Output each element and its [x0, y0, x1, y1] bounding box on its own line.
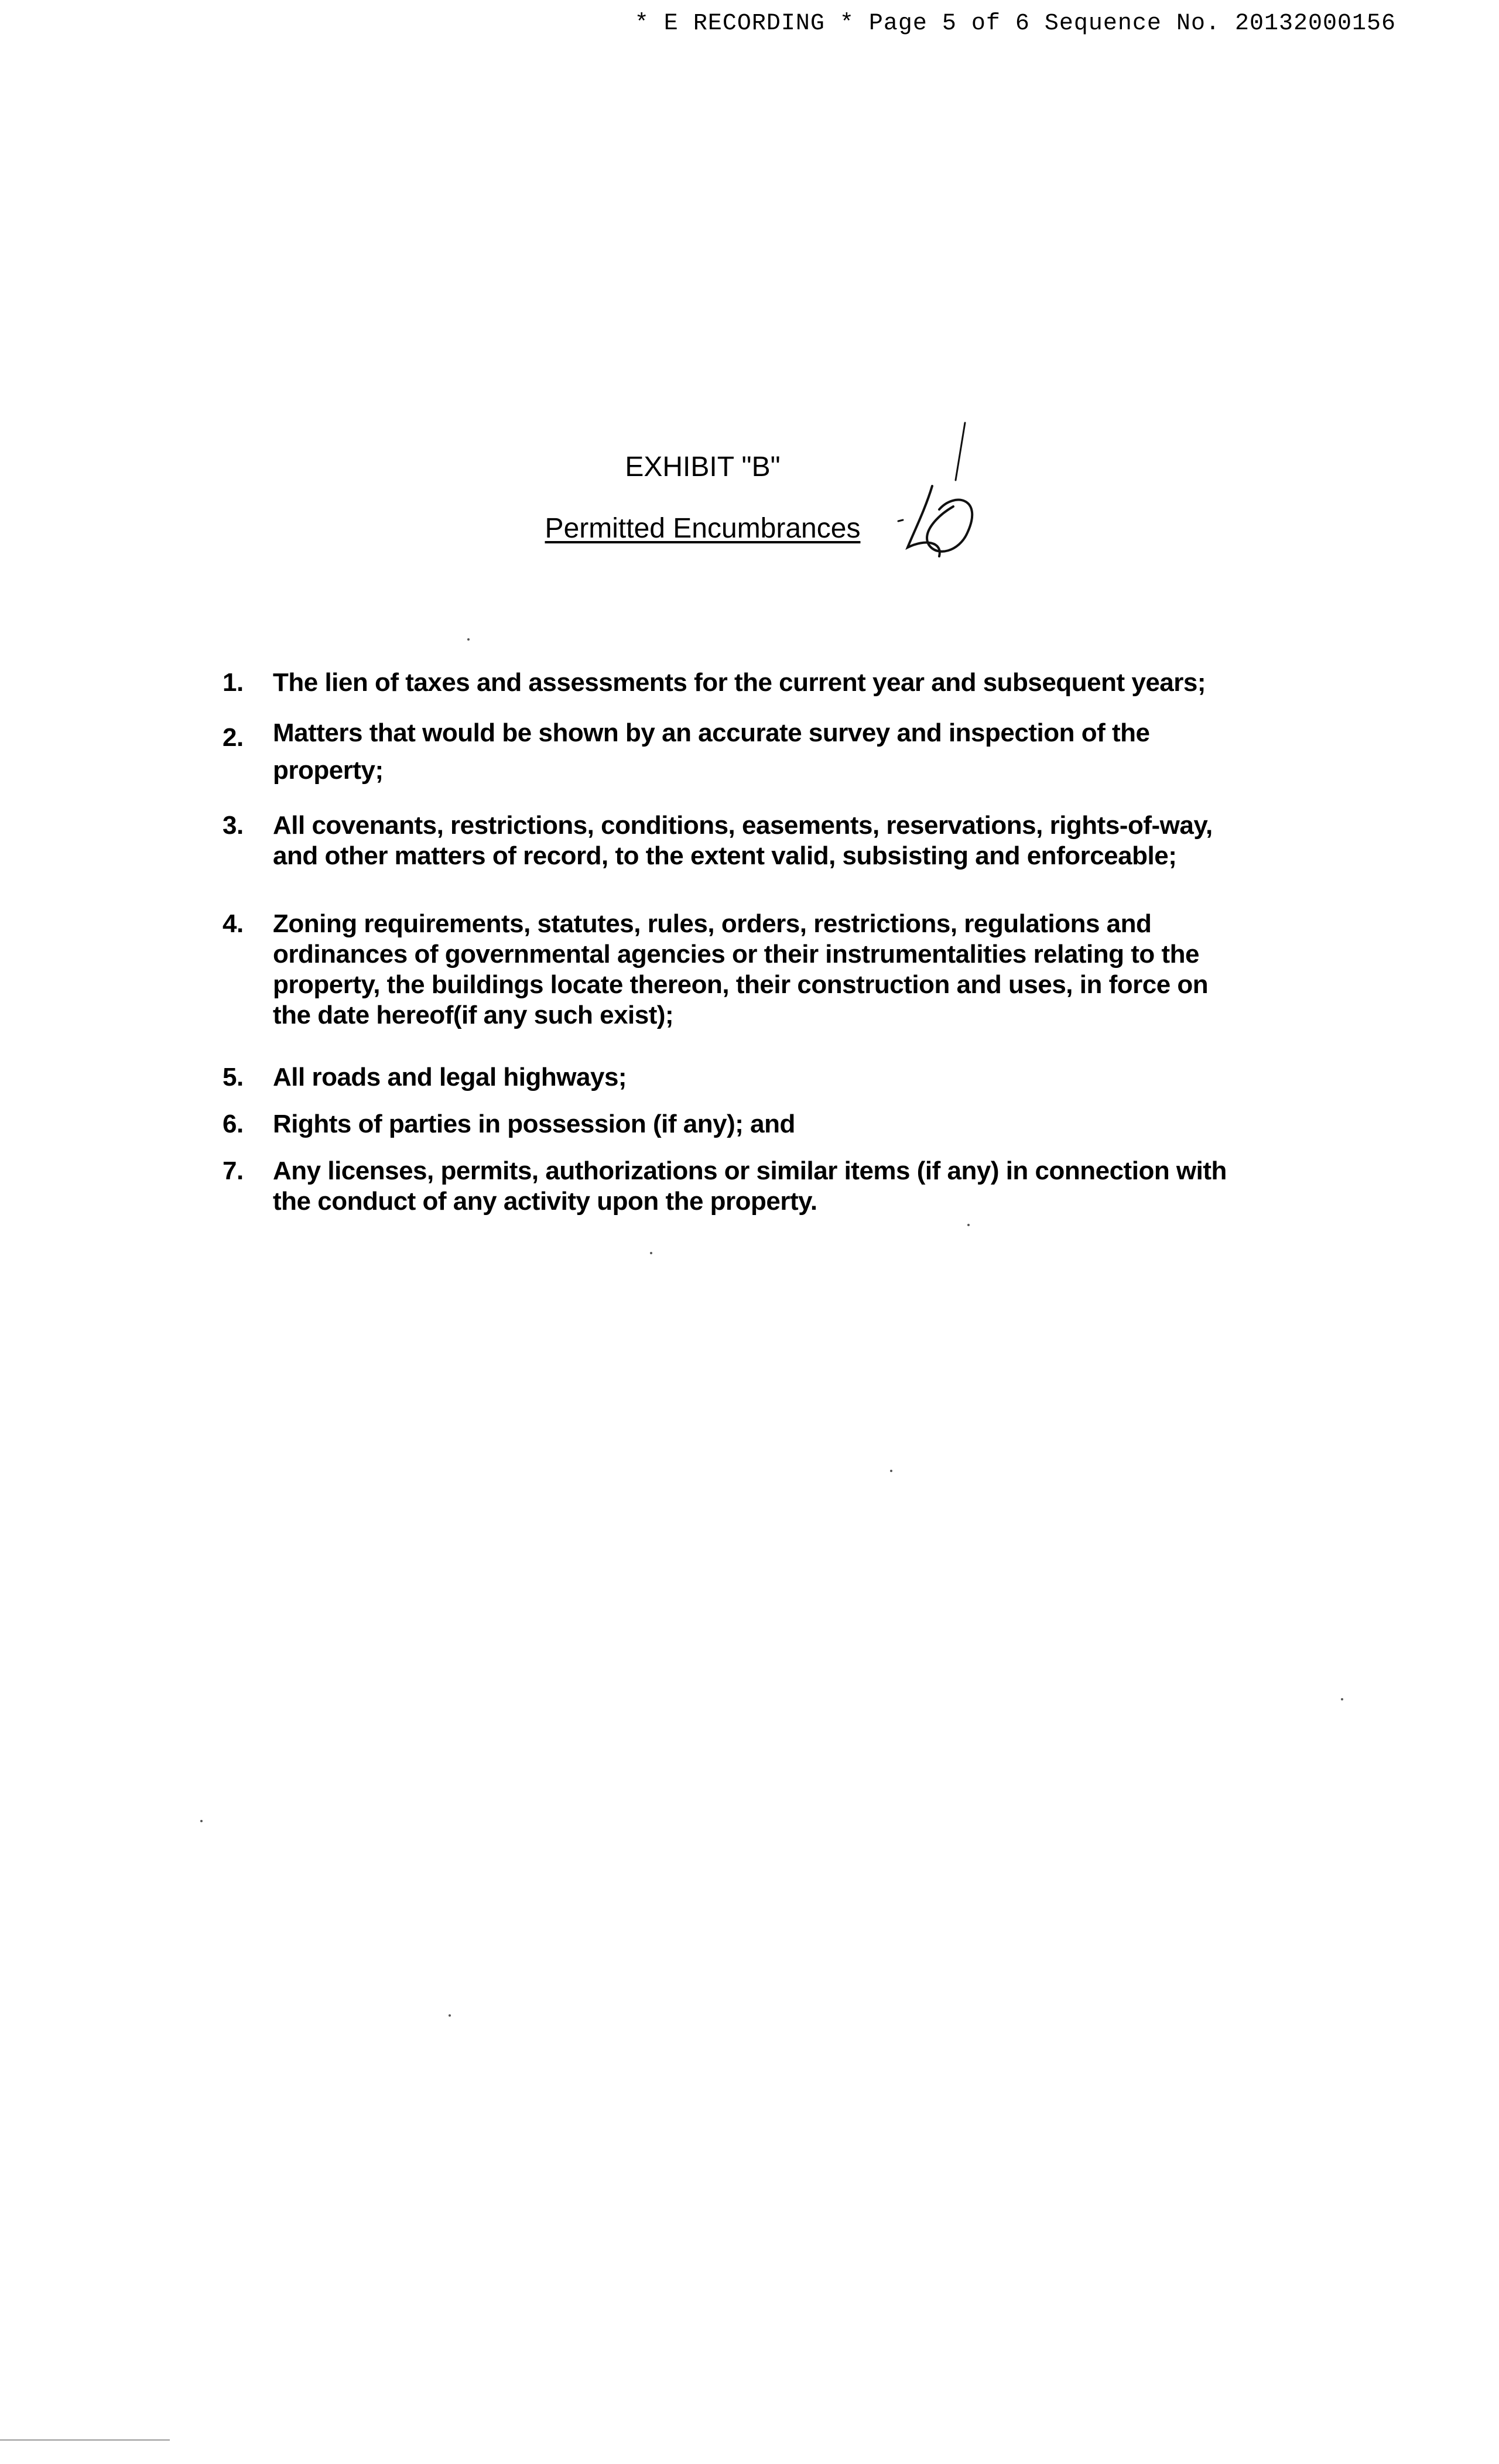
scan-speck — [1341, 1698, 1343, 1700]
scan-speck — [449, 2014, 451, 2017]
item-text: All covenants, restrictions, conditions, easements, reservations, rights-of-way, and other matters of record, to the extent valid, subsisting and enforceable; — [273, 811, 1213, 870]
item-text: Matters that would be shown by an accurate survey and inspection of the property; — [273, 718, 1150, 785]
list-item — [223, 1156, 1230, 1217]
item-number: 5. — [223, 1063, 244, 1091]
handwritten-initials — [890, 422, 984, 562]
list-item — [223, 668, 1230, 698]
exhibit-heading — [527, 451, 878, 545]
item-number: 6. — [223, 1110, 244, 1138]
scan-speck — [890, 1470, 892, 1472]
encumbrances-list — [223, 668, 1230, 1217]
exhibit-subtitle: Permitted Encumbrances — [545, 513, 861, 544]
list-item — [223, 714, 1230, 789]
item-number: 1. — [223, 668, 244, 697]
item-number: 2. — [223, 723, 244, 752]
item-number: 3. — [223, 811, 244, 840]
item-number: 7. — [223, 1156, 244, 1185]
item-text: Any licenses, permits, authorizations or similar items (if any) in connection with the conduct of any activity upon the property. — [273, 1156, 1227, 1216]
scan-speck — [467, 638, 470, 641]
item-text: All roads and legal highways; — [273, 1063, 627, 1091]
item-text: Rights of parties in possession (if any); and — [273, 1110, 795, 1138]
item-number: 4. — [223, 909, 244, 938]
recording-stamp: * E RECORDING * Page 5 of 6 Sequence No. 20132000156 — [634, 11, 1396, 37]
scan-speck — [650, 1252, 652, 1254]
list-item — [223, 909, 1230, 1031]
list-item — [223, 1062, 1230, 1093]
item-text: The lien of taxes and assessments for the current year and subsequent years; — [273, 668, 1206, 697]
list-item — [223, 1109, 1230, 1139]
list-item — [223, 810, 1230, 871]
scan-speck — [967, 1224, 970, 1226]
footer-rule — [0, 2439, 170, 2441]
scan-speck — [200, 1820, 203, 1822]
item-text: Zoning requirements, statutes, rules, orders, restrictions, regulations and ordinances of governmental agencies or their instrumentalities relating to the property, the buildings locate thereon, their construction and uses, in force on the date hereof(if any such exist); — [273, 909, 1209, 1029]
exhibit-title: EXHIBIT "B" — [625, 451, 781, 482]
